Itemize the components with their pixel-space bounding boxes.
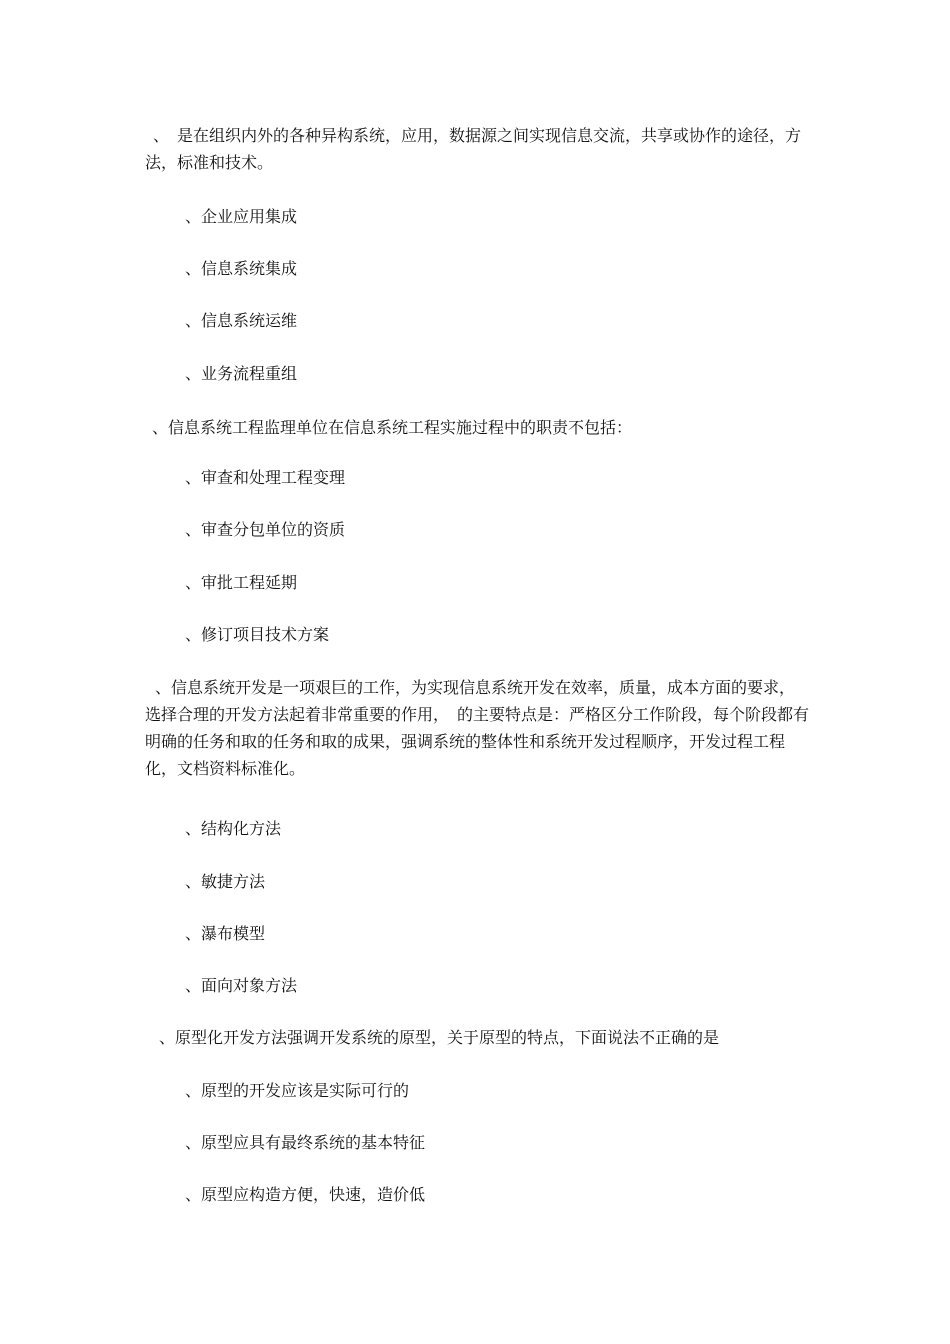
question-4-option-b: 、原型应具有最终系统的基本特征	[185, 1133, 426, 1152]
question-1-option-b: 、信息系统集成	[185, 259, 298, 278]
question-1-option-d: 、业务流程重组	[185, 364, 298, 383]
question-3-stem: 、信息系统开发是一项艰巨的工作，为实现信息系统开发在效率，质量，成本方面的要求，选择合理的开发方法起着非常重要的作用， 的主要特点是：严格区分工作阶段，每个阶段都有明确的任务和取的任务和取的成果，强调系统的整体性和系统开发过程顺序，开发过程工程化，文档资料标准化。	[145, 678, 810, 778]
question-3-option-b: 、敏捷方法	[185, 872, 266, 891]
question-1-option-a: 、企业应用集成	[185, 207, 298, 226]
question-4-stem: 、原型化开发方法强调开发系统的原型，关于原型的特点，下面说法不正确的是	[159, 1028, 720, 1047]
question-3-option-a: 、结构化方法	[185, 819, 282, 838]
question-2-option-a: 、审查和处理工程变理	[185, 468, 346, 487]
question-2-option-c: 、审批工程延期	[185, 573, 298, 592]
question-2-option-b: 、审查分包单位的资质	[185, 520, 346, 539]
question-4-option-c: 、原型应构造方便，快速，造价低	[185, 1185, 426, 1204]
question-1-stem: 、 是在组织内外的各种异构系统，应用，数据源之间实现信息交流，共享或协作的途径，方法，标准和技术。	[145, 126, 802, 172]
question-1-option-c: 、信息系统运维	[185, 311, 298, 330]
question-3-option-c: 、瀑布模型	[185, 924, 266, 943]
question-3-option-d: 、面向对象方法	[185, 976, 298, 995]
question-4-option-a: 、原型的开发应该是实际可行的	[185, 1081, 410, 1100]
question-2-stem: 、信息系统工程监理单位在信息系统工程实施过程中的职责不包括：	[152, 418, 633, 437]
question-2-option-d: 、修订项目技术方案	[185, 625, 330, 644]
